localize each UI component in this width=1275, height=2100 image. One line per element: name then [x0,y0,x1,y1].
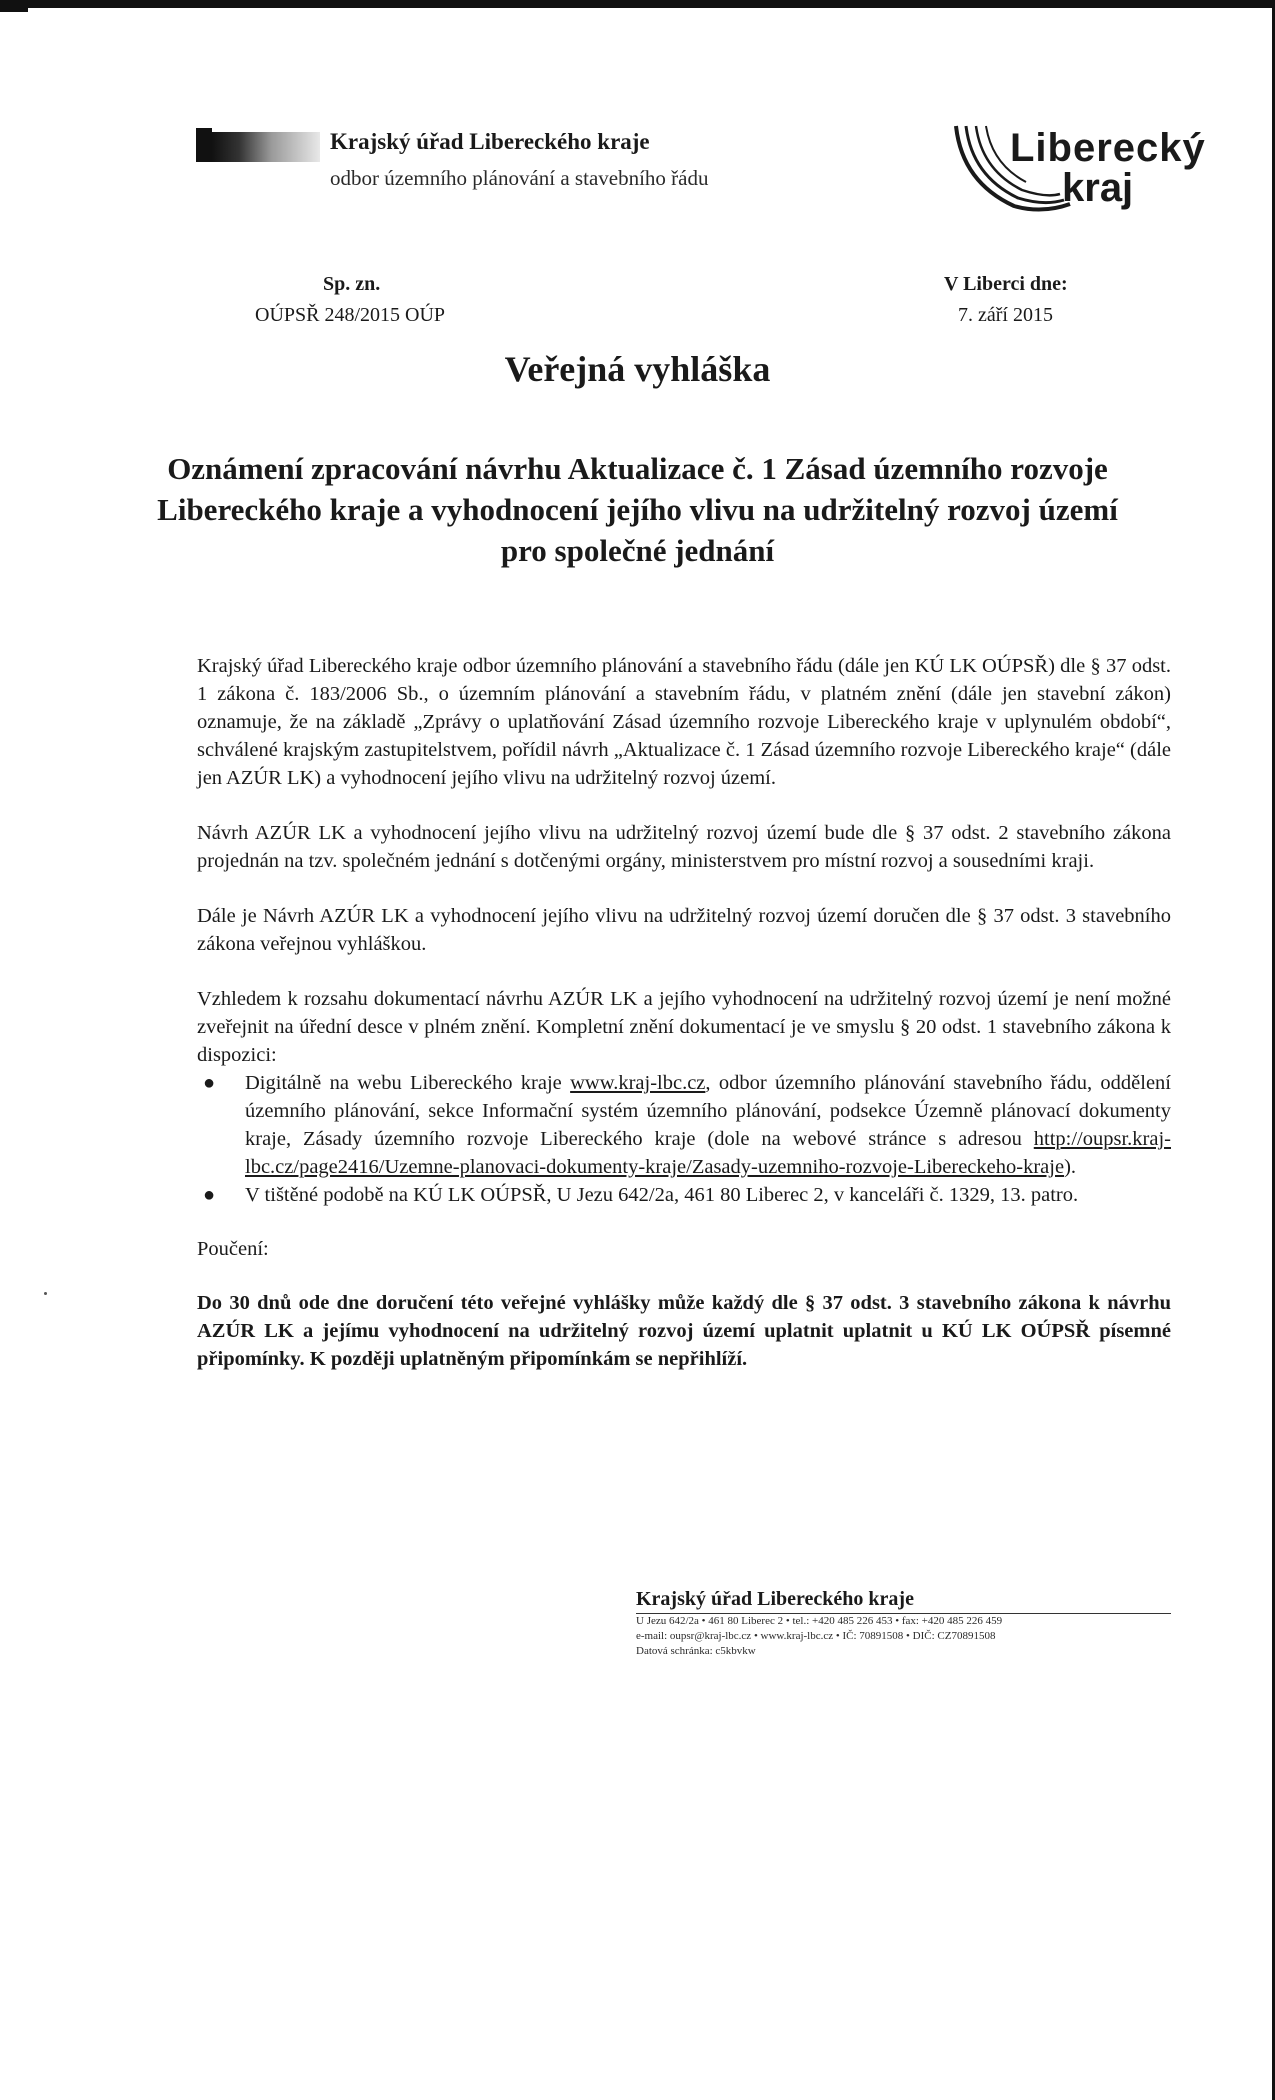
paragraph-availability: Vzhledem k rozsahu dokumentací návrhu AZÚR LK a jejího vyhodnocení na udržitelný rozvoj území je není možné zveřejnit na úřední desce v plném znění. Kompletní znění dokumentací je ve smyslu § 20 odst. 1 stavebního zákona k dispozici: [197,988,1171,1066]
paragraph-delivery: Dále je Návrh AZÚR LK a vyhodnocení jejího vlivu na udržitelný rozvoj území doručen dle § 37 odst. 3 stavebního zákona veřejnou vyhláškou. [197,905,1171,955]
notice-body [197,652,1171,1373]
bullet-icon: ● [203,1072,216,1094]
file-number-label: Sp. zn. [323,273,381,295]
instruction-text: Do 30 dnů ode dne doručení této veřejné vyhlášky může každý dle § 37 odst. 3 stavebního zákona k návrhu AZÚR LK a jejímu vyhodnocení na udržitelný rozvoj území uplatnit uplatnit u KÚ LK OÚPSŘ písemné připomínky. K později uplatněným připomínkám se nepřihlíží. [197,1292,1171,1370]
availability-item-printed [197,1181,1171,1209]
instruction-label: Poučení: [197,1238,269,1260]
notice-title: Oznámení zpracování návrhu Aktualizace č. 1 Zásad územního rozvoje Libereckého kraje a vyhodnocení jejího vlivu na udržitelný rozvoj území pro společné jednání [157,451,1118,568]
paragraph-joint-hearing: Návrh AZÚR LK a vyhodnocení jejího vlivu na udržitelný rozvoj území bude dle § 37 odst. 2 stavebního zákona projednán na tzv. společném jednání s dotčenými orgány, ministerstvem pro místní rozvoj a sousedními kraji. [197,822,1171,872]
footer-org-name: Krajský úřad Libereckého kraje [636,1588,914,1610]
date-value: 7. září 2015 [958,304,1053,326]
availability-list [197,1069,1171,1209]
document-page-link[interactable]: http://oupsr.kraj-lbc.cz/page2416/Uzemne-planovaci-dokumenty-kraje/Zasady-uzemniho-rozvoje-Libereckeho-kraje [245,1128,1171,1178]
file-number: OÚPSŘ 248/2015 OÚP [255,304,446,326]
letterhead [196,124,1206,214]
availability-item-digital [197,1069,1171,1181]
printed-text: V tištěné podobě na KÚ LK OÚPSŘ, U Jezu 642/2a, 461 80 Liberec 2, v kanceláři č. 1329, 13. patro. [245,1184,1079,1206]
footer-signature [636,1587,1171,1659]
footer-contact: e-mail: oupsr@kraj-lbc.cz • www.kraj-lbc.cz • IČ: 70891508 • DIČ: CZ70891508 [636,1630,996,1642]
scan-edge-top [0,0,1275,8]
date-label: V Liberci dne: [944,273,1068,295]
office-emblem-icon [196,128,320,164]
digital-text-end: ). [1064,1156,1077,1178]
department-name: odbor územního plánování a stavebního řádu [330,166,709,190]
office-name: Krajský úřad Libereckého kraje [330,129,650,154]
logo-wordmark-line1: Liberecký [1010,126,1206,170]
web-link[interactable]: www.kraj-lbc.cz [570,1072,706,1094]
digital-text-start: Digitálně na webu Libereckého kraje [245,1072,571,1094]
notice-type-heading: Veřejná vyhláška [504,349,771,389]
footer-databox: Datová schránka: c5kbvkw [636,1645,756,1657]
scan-speck [44,1292,47,1295]
logo-wordmark-line2: kraj [1062,166,1134,210]
bullet-icon: ● [203,1184,216,1206]
paragraph-intro: Krajský úřad Libereckého kraje odbor územního plánování a stavebního řádu (dále jen KÚ LK OÚPSŘ) dle § 37 odst. 1 zákona č. 183/2006 Sb., o územním plánování a stavebním řádu, v platném znění (dále jen stavební zákon) oznamuje, že na základě „Zprávy o uplatňování Zásad územního rozvoje Libereckého kraje v uplynulém období“, schválené krajským zastupitelstvem, pořídil návrh „Aktualizace č. 1 Zásad územního rozvoje Libereckého kraje“ (dále jen AZÚR LK) a vyhodnocení jejího vlivu na udržitelný rozvoj území. [197,655,1171,789]
footer-address: U Jezu 642/2a • 461 80 Liberec 2 • tel.: +420 485 226 453 • fax: +420 485 226 459 [636,1615,1003,1627]
scan-mark [0,0,28,12]
digital-text-middle: , odbor územního plánování stavebního řádu, oddělení územního plánování, sekce Informační systém územního plánování, podsekce Územně plánovací dokumenty kraje, Zásady územního rozvoje Libereckého kraje (dole na webové stránce s adresou [245,1072,1171,1150]
